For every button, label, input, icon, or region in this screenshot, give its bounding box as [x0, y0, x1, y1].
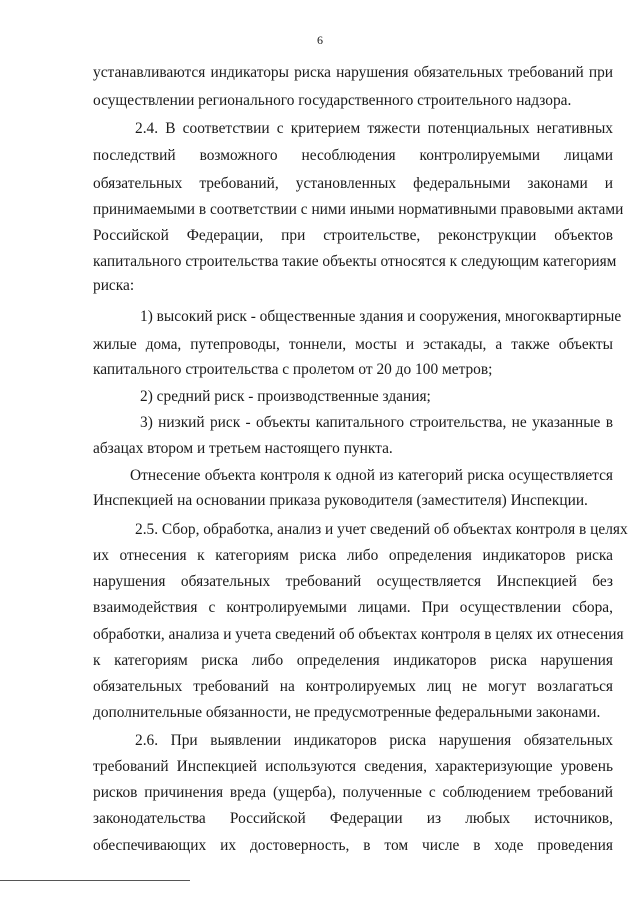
text-line: рисков причинения вреда (ущерба), полученные с соблюдением требований	[93, 784, 613, 801]
text-line: последствий возможного несоблюдения контролируемыми лицами	[93, 147, 613, 164]
text-line: дополнительные обязанности, не предусмотренные федеральными законами.	[93, 704, 601, 721]
text-line: устанавливаются индикаторы риска нарушения обязательных требований при	[93, 64, 613, 81]
text-line: осуществлении регионального государственного строительного надзора.	[93, 92, 572, 109]
text-line: обеспечивающих их достоверность, в том числе в ходе проведения	[93, 837, 613, 854]
text-line: Инспекцией на основании приказа руководителя (заместителя) Инспекции.	[93, 492, 588, 509]
text-line: взаимодействия с контролируемыми лицами. При осуществлении сбора,	[93, 599, 613, 616]
text-line: 2.6. При выявлении индикаторов риска нарушения обязательных	[135, 732, 613, 749]
list-item-text: абзацах втором и третьем настоящего пункта.	[93, 440, 393, 457]
text-line: 2.4. В соответствии с критерием тяжести потенциальных негативных	[135, 120, 613, 137]
text-line: Российской Федерации, при строительстве, реконструкции объектов	[93, 227, 613, 244]
text-line: обязательных требований, установленных федеральными законами и	[93, 175, 613, 192]
text-line: требований Инспекцией используются сведения, характеризующие уровень	[93, 758, 613, 775]
text-line: капитального строительства такие объекты относятся к следующим категориям	[93, 253, 617, 270]
bottom-rule	[0, 880, 190, 881]
list-item-text: 2) средний риск - производственные здания;	[140, 388, 431, 405]
list-item-text: капитального строительства с пролетом от 20 до 100 метров;	[93, 361, 493, 378]
text-line: 2.5. Сбор, обработка, анализ и учет сведений об объектах контроля в целях	[135, 521, 628, 538]
text-line: риска:	[93, 277, 135, 294]
text-line: обязательных требований на контролируемых лиц не могут возлагаться	[93, 678, 613, 695]
list-item-text: 1) высокий риск - общественные здания и сооружения, многоквартирные	[140, 308, 622, 325]
text-line: к категориям риска либо определения индикаторов риска нарушения	[93, 652, 613, 669]
list-item-text: жилые дома, путепроводы, тоннели, мосты и эстакады, а также объекты	[93, 336, 613, 353]
text-line: законодательства Российской Федерации из любых источников,	[93, 810, 613, 827]
text-line: нарушения обязательных требований осуществляется Инспекцией без	[93, 573, 613, 590]
text-line: Отнесение объекта контроля к одной из категорий риска осуществляется	[130, 467, 613, 484]
text-line: принимаемыми в соответствии с ними иными нормативными правовыми актами	[93, 201, 624, 218]
text-line: обработки, анализа и учета сведений об объектах контроля в целях их отнесения	[93, 626, 624, 643]
text-line: их отнесения к категориям риска либо определения индикаторов риска	[93, 547, 613, 564]
page-number: 6	[317, 33, 323, 47]
list-item-text: 3) низкий риск - объекты капитального строительства, не указанные в	[140, 414, 613, 431]
